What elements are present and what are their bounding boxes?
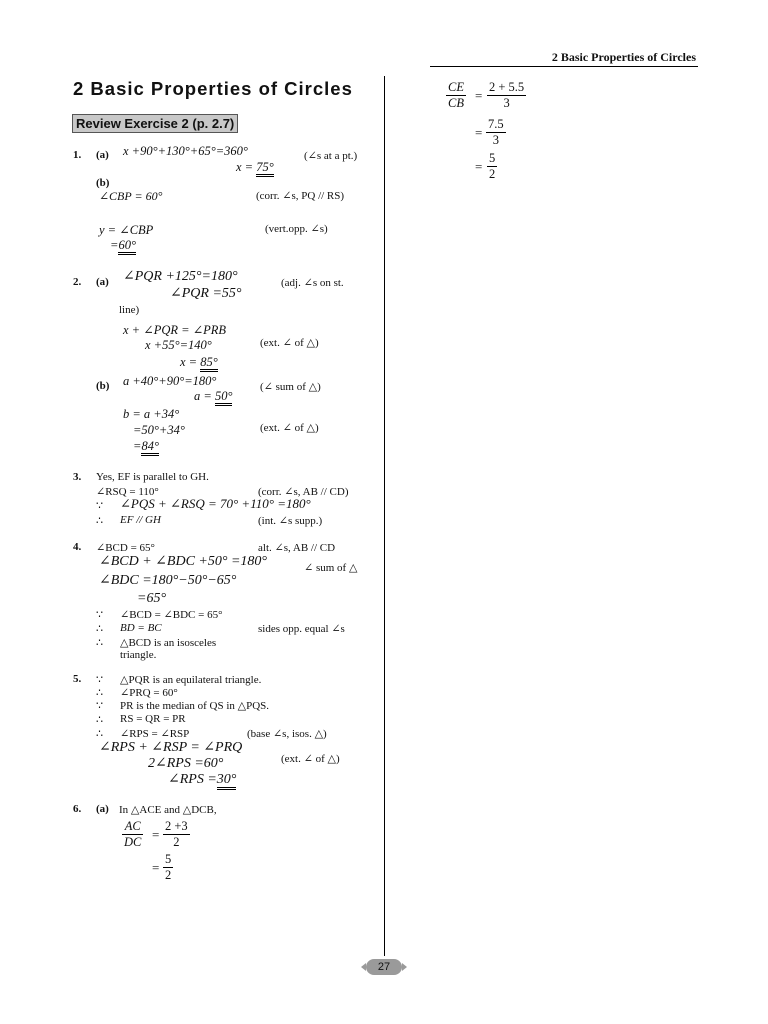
q4-reason2: ∠ sum of △ [304, 562, 358, 574]
section-heading: Review Exercise 2 (p. 2.7) [72, 114, 238, 133]
q3-reason2: (corr. ∠s, AB // CD) [258, 486, 349, 498]
q1-number: 1. [73, 149, 82, 161]
q1a-answer: 75° [256, 160, 274, 177]
right-fraction-2: $\frac{2 + 5.5}{3}$ [489, 80, 525, 110]
q4-reason1: alt. ∠s, AB // CD [258, 542, 336, 554]
q2-number: 2. [73, 276, 82, 288]
right-fraction-ce-cb: $\frac{CE}{CB}$ [448, 80, 464, 110]
right-equals-1: = [475, 88, 483, 103]
q3-line1: Yes, EF is parallel to GH. [96, 471, 209, 483]
q1b-label: (b) [96, 177, 110, 189]
q3-therefore-symbol: ∴ [96, 515, 103, 527]
right-fraction-3: $\frac{7.5}{3}$ [488, 117, 504, 147]
q5-since-1: ∵ [96, 674, 103, 686]
q3-line3: ∠PQS + ∠RSQ = 70° +110° =180° [120, 496, 311, 511]
right-equals-2: = [475, 125, 483, 140]
q2a-label: (a) [96, 276, 109, 288]
q5-reason7: (ext. ∠ of △) [281, 753, 340, 765]
header-rule [430, 66, 698, 67]
q2a-line3: x + ∠PQR = ∠PRB [123, 323, 227, 337]
q6a-fraction-ac-dc: $\frac{AC}{DC}$ [124, 819, 142, 849]
q5-therefore-2: ∴ [96, 714, 103, 726]
q2b-final-answer: 84° [141, 439, 159, 456]
q2b-label: (b) [96, 380, 110, 392]
q4-line5: ∠BCD = ∠BDC = 65° [120, 609, 223, 621]
q2a-line4: x +55°=140° [145, 338, 212, 352]
q1a-reason1: (∠s at a pt.) [304, 150, 358, 162]
q2a-answer: 85° [200, 355, 218, 372]
q5-line7: 2∠RPS =60° [148, 756, 224, 771]
q6a-equals-1: = [152, 827, 160, 842]
q1a-label: (a) [96, 149, 109, 161]
q3-number: 3. [73, 471, 82, 483]
q2b-line3: b = a +34° [123, 407, 180, 421]
q2b-line5: =84° [133, 439, 159, 454]
q5-line3: PR is the median of QS in △PQS. [120, 700, 270, 712]
q2b-answer: 50° [215, 389, 233, 406]
q2a-reason4: (ext. ∠ of △) [260, 337, 319, 349]
q2b-reason4: (ext. ∠ of △) [260, 422, 319, 434]
q5-reason5: (base ∠s, isos. △) [247, 728, 327, 740]
q6a-fraction-2: $\frac{2 +3}{2}$ [165, 819, 188, 849]
q2a-line2: ∠PQR =55° [170, 286, 242, 301]
chapter-title: 2 Basic Properties of Circles [73, 78, 353, 99]
q4-line8: triangle. [120, 649, 157, 661]
q5-line2: ∠PRQ = 60° [120, 687, 178, 699]
q2a-reason1b: line) [119, 304, 140, 316]
q5-answer: 30° [217, 772, 237, 790]
q2b-reason1: (∠ sum of △) [260, 381, 321, 393]
q4-line7: △BCD is an isosceles [120, 637, 217, 649]
q5-line1: △PQR is an equilateral triangle. [120, 674, 262, 686]
q4-since-symbol: ∵ [96, 609, 103, 621]
q1b-answer: 60° [118, 238, 136, 255]
q3-line2: ∠RSQ = 110° [96, 486, 159, 498]
q4-line2: ∠BCD + ∠BDC +50° =180° [99, 554, 267, 569]
q5-line5: ∠RPS = ∠RSP [120, 728, 190, 740]
q4-line3: ∠BDC =180°−50°−65° [99, 573, 237, 588]
right-fraction-4: $\frac{5}{2}$ [489, 151, 496, 181]
q2b-line2: a = 50° [194, 389, 232, 404]
q6a-fraction-3: $\frac{5}{2}$ [165, 852, 172, 882]
q4-therefore-symbol-2: ∴ [96, 637, 103, 649]
right-equals-3: = [475, 159, 483, 174]
q5-therefore-1: ∴ [96, 687, 103, 699]
q6a-label: (a) [96, 803, 109, 815]
q1a-line1: x +90°+130°+65°=360° [123, 144, 248, 158]
q5-line8: ∠RPS =30° [168, 771, 236, 788]
q6a-line1: In △ACE and △DCB, [119, 804, 217, 816]
q4-reason6: sides opp. equal ∠s [258, 623, 345, 635]
q1b-reason1: (corr. ∠s, PQ // RS) [256, 190, 345, 202]
q4-number: 4. [73, 541, 82, 553]
q2a-line5: x = 85° [180, 355, 218, 370]
q4-therefore-symbol: ∴ [96, 623, 103, 635]
column-divider [384, 76, 385, 956]
q5-number: 5. [73, 673, 82, 685]
q5-since-2: ∵ [96, 700, 103, 712]
q1b-reason2: (vert.opp. ∠s) [265, 223, 328, 235]
q2a-reason1: (adj. ∠s on st. [281, 277, 344, 289]
q4-line4: =65° [137, 591, 167, 606]
q3-line4: EF // GH [120, 514, 161, 526]
page-number-badge: 27 [366, 959, 402, 975]
q2b-line1: a +40°+90°=180° [123, 374, 217, 388]
q5-therefore-3: ∴ [96, 728, 103, 740]
q1a-line2: x = 75° [236, 160, 274, 175]
q4-line1: ∠BCD = 65° [96, 542, 155, 554]
q2b-line4: =50°+34° [133, 423, 185, 437]
q6-number: 6. [73, 803, 82, 815]
q3-reason4: (int. ∠s supp.) [258, 515, 323, 527]
q1b-line1: ∠CBP = 60° [99, 189, 163, 203]
running-head: 2 Basic Properties of Circles [551, 50, 696, 64]
q1b-line2: y = ∠CBP [99, 223, 154, 237]
q3-since-symbol: ∵ [96, 500, 103, 512]
q5-line4: RS = QR = PR [120, 713, 186, 725]
q5-line6: ∠RPS + ∠RSP = ∠PRQ [99, 740, 243, 755]
q1b-line3: =60° [110, 238, 136, 253]
q6a-equals-2: = [152, 860, 160, 875]
q2a-line1: ∠PQR +125°=180° [123, 269, 238, 284]
q4-line6: BD = BC [120, 622, 162, 634]
